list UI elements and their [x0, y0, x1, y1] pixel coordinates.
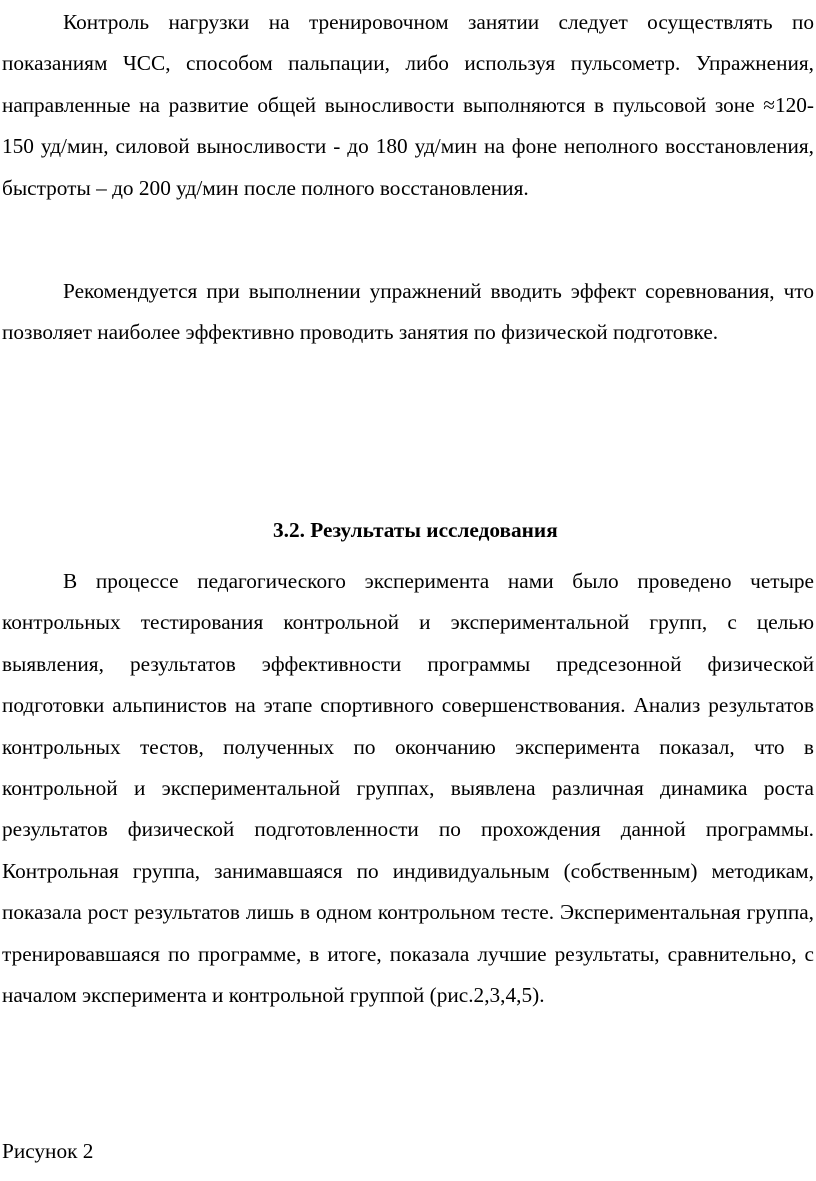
section-heading: 3.2. Результаты исследования	[273, 518, 558, 542]
paragraph-competition-effect: Рекомендуется при выполнении упражнений вводить эффект соревнования, что позволяет наиболее эффективно проводить занятия по физической подготовке.	[2, 279, 814, 345]
paragraph-results: В процессе педагогического эксперимента нами было проведено четыре контрольных тестирования контрольной и экспериментальной групп, с целью выявления, результатов эффективности программы предсезонной физической подготовки альпинистов на этапе спортивного совершенствования. Анализ результатов контрольных тестов, полученных по окончанию эксперимента показал, что в контрольной и экспериментальной группах, выявлена различная динамика роста результатов физической подготовленности по прохождения данной программы. Контрольная группа, занимавшаяся по индивидуальным (собственным) методикам, показала рост результатов лишь в одном контрольном тесте. Экспериментальная группа, тренировавшаяся по программе, в итоге, показала лучшие результаты, сравнительно, с началом эксперимента и контрольной группой (рис.2,3,4,5).	[2, 569, 814, 1008]
figure-caption: Рисунок 2	[2, 1139, 94, 1163]
paragraph-load-control: Контроль нагрузки на тренировочном занятии следует осуществлять по показаниям ЧСС, способом пальпации, либо используя пульсометр. Упражнения, направленные на развитие общей выносливости выполняются в пульсовой зоне ≈120-150 уд/мин, силовой выносливости - до 180 уд/мин на фоне неполного восстановления, быстроты – до 200 уд/мин после полного восстановления.	[2, 10, 814, 200]
